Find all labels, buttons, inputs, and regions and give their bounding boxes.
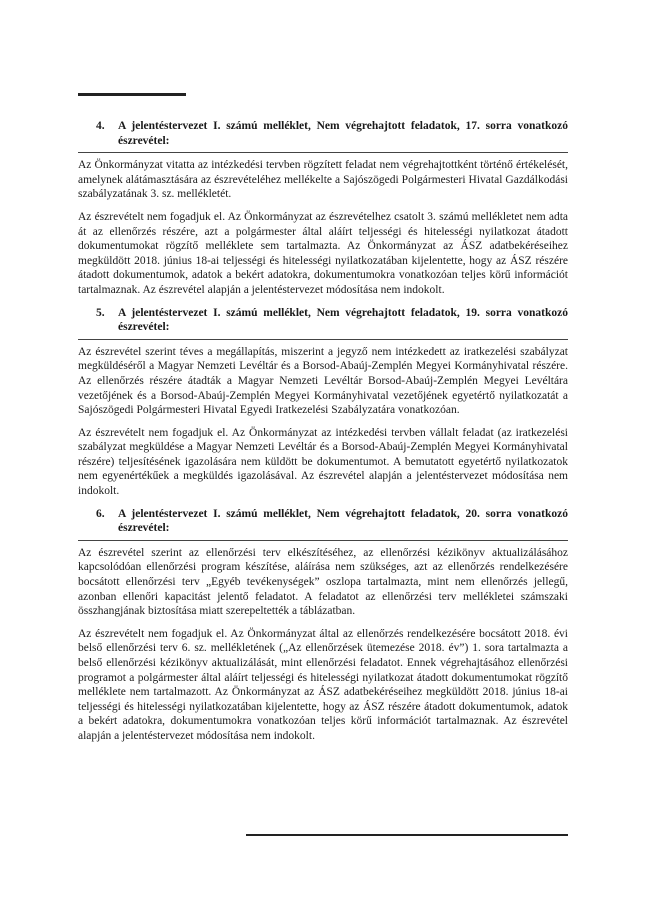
paragraph: Az észrevétel szerint téves a megállapítás, miszerint a jegyző nem intézkedett az iratkezelési szabályzat megküldéséről a Magyar Nemzeti Levéltár és a Borsod-Abaúj-Zemplén Megyei Kormányhivatal részére. Az ellenőrzés részére átadták a Magyar Nemzeti Levéltár Borsod-Abaúj-Zemplén Megyei Levéltára vezetőjének és a Borsod-Abaúj-Zemplén Megyei Kormányhivatal vezetőjének egyetértő nyilatkozatát a Sajószögedi Polgármesteri Hivatal Egyedi Iratkezelési Szabályzatára vonatkozóan. <box>78 345 568 417</box>
section-divider <box>78 540 568 541</box>
section-number: 6. <box>96 507 105 520</box>
section-5 <box>78 306 568 499</box>
paragraph: Az észrevételt nem fogadjuk el. Az Önkormányzat az észrevételhez csatolt 3. számú mellékletet nem adta át az ellenőrzés részére, azt a polgármester által aláírt teljességi és hitelességi nyilatkozat átadott dokumentumokat rögzítő melléklete sem tartalmazta. Az Önkormányzat az ÁSZ adatbekéréseihez megküldött 2018. június 18-ai teljességi és hitelességi nyilatkozatában kijelentette, hogy az ÁSZ részére átadott dokumentumok, adatok a bekért adatokra, dokumentumokra vonatkozóan teljes körű információt tartalmaznak. Az észrevétel alapján a jelentéstervezet módosítása nem indokolt. <box>78 210 568 296</box>
section-divider <box>78 152 568 153</box>
paragraph: Az Önkormányzat vitatta az intézkedési tervben rögzített feladat nem végrehajtottként történő értékelését, amelynek alátámasztására az észrevételéhez mellékelte a Sajószögedi Polgármesteri Hivatal Gazdálkodási szabályzatának 3. sz. mellékletét. <box>78 159 568 201</box>
paragraph: Az észrevételt nem fogadjuk el. Az Önkormányzat által az ellenőrzés rendelkezésére bocsátott 2018. évi belső ellenőrzési terv 6. sz. mellékletének („Az ellenőrzések ütemezése 2018. év”) 1. sora tartalmazta a belső ellenőrzési kézikönyv aktualizálását, mint ellenőrzési feladatot. Ennek végrehajtásához ellenőrzési programot a polgármester által aláírt teljességi és hitelességi nyilatkozat átadott dokumentumokat rögzítő melléklete nem tartalmazott. Az Önkormányzat az ÁSZ adatbekéréseihez megküldött 2018. június 18-ai teljességi és hitelességi nyilatkozatában kijelentette, hogy az ÁSZ részére átadott dokumentumok, adatok a bekért adatokra, dokumentumokra vonatkozóan teljes körű információt tartalmaznak. Az észrevétel alapján a jelentéstervezet módosítása nem indokolt. <box>78 627 568 742</box>
section-title: A jelentéstervezet I. számú melléklet, Nem végrehajtott feladatok, 19. sorra vonatkozó észrevétel: <box>118 306 568 334</box>
paragraph: Az észrevételt nem fogadjuk el. Az Önkormányzat az intézkedési tervben vállalt feladat (az iratkezelési szabályzat megküldése a Magyar Nemzeti Levéltár és a Borsod-Abaúj-Zemplén Megyei Kormányhivatal részére) teljesítésének igazolására nem küldött be dokumentumot. A bemutatott egyetértő nyilatkozatok nem egyenértékűek a megküldés igazolásával. Az észrevétel alapján a jelentéstervezet módosítása nem indokolt. <box>78 426 568 498</box>
footer-rule <box>246 834 568 836</box>
section-title: A jelentéstervezet I. számú melléklet, Nem végrehajtott feladatok, 17. sorra vonatkozó észrevétel: <box>118 120 568 147</box>
paragraph: Az észrevétel szerint az ellenőrzési terv elkészítéséhez, az ellenőrzési kézikönyv aktualizálásához kapcsolódóan ellenőrzési program készítése, aláírása nem szükséges, azt az ellenőrzés rendelkezésére bocsátott ellenőrzési terv „Egyéb tevékenységek” oszlopa tartalmazta, mint nem ellenőrzés jellegű, azonban ellenőri kapacitást jelentő feladatot. A feladatot az ellenőrzési terv mellékletei számszaki összhangjának biztosítása miatt szerepeltették a táblázatban. <box>78 546 568 618</box>
section-heading <box>78 507 568 536</box>
document-body <box>78 119 568 752</box>
section-number: 5. <box>96 306 105 319</box>
section-6 <box>78 507 568 744</box>
section-title: A jelentéstervezet I. számú melléklet, Nem végrehajtott feladatok, 20. sorra vonatkozó észrevétel: <box>118 507 568 535</box>
section-heading <box>78 306 568 335</box>
section-divider <box>78 339 568 340</box>
section-heading <box>78 119 568 148</box>
section-number: 4. <box>96 120 105 132</box>
section-4 <box>78 119 568 298</box>
header-rule <box>78 93 186 96</box>
